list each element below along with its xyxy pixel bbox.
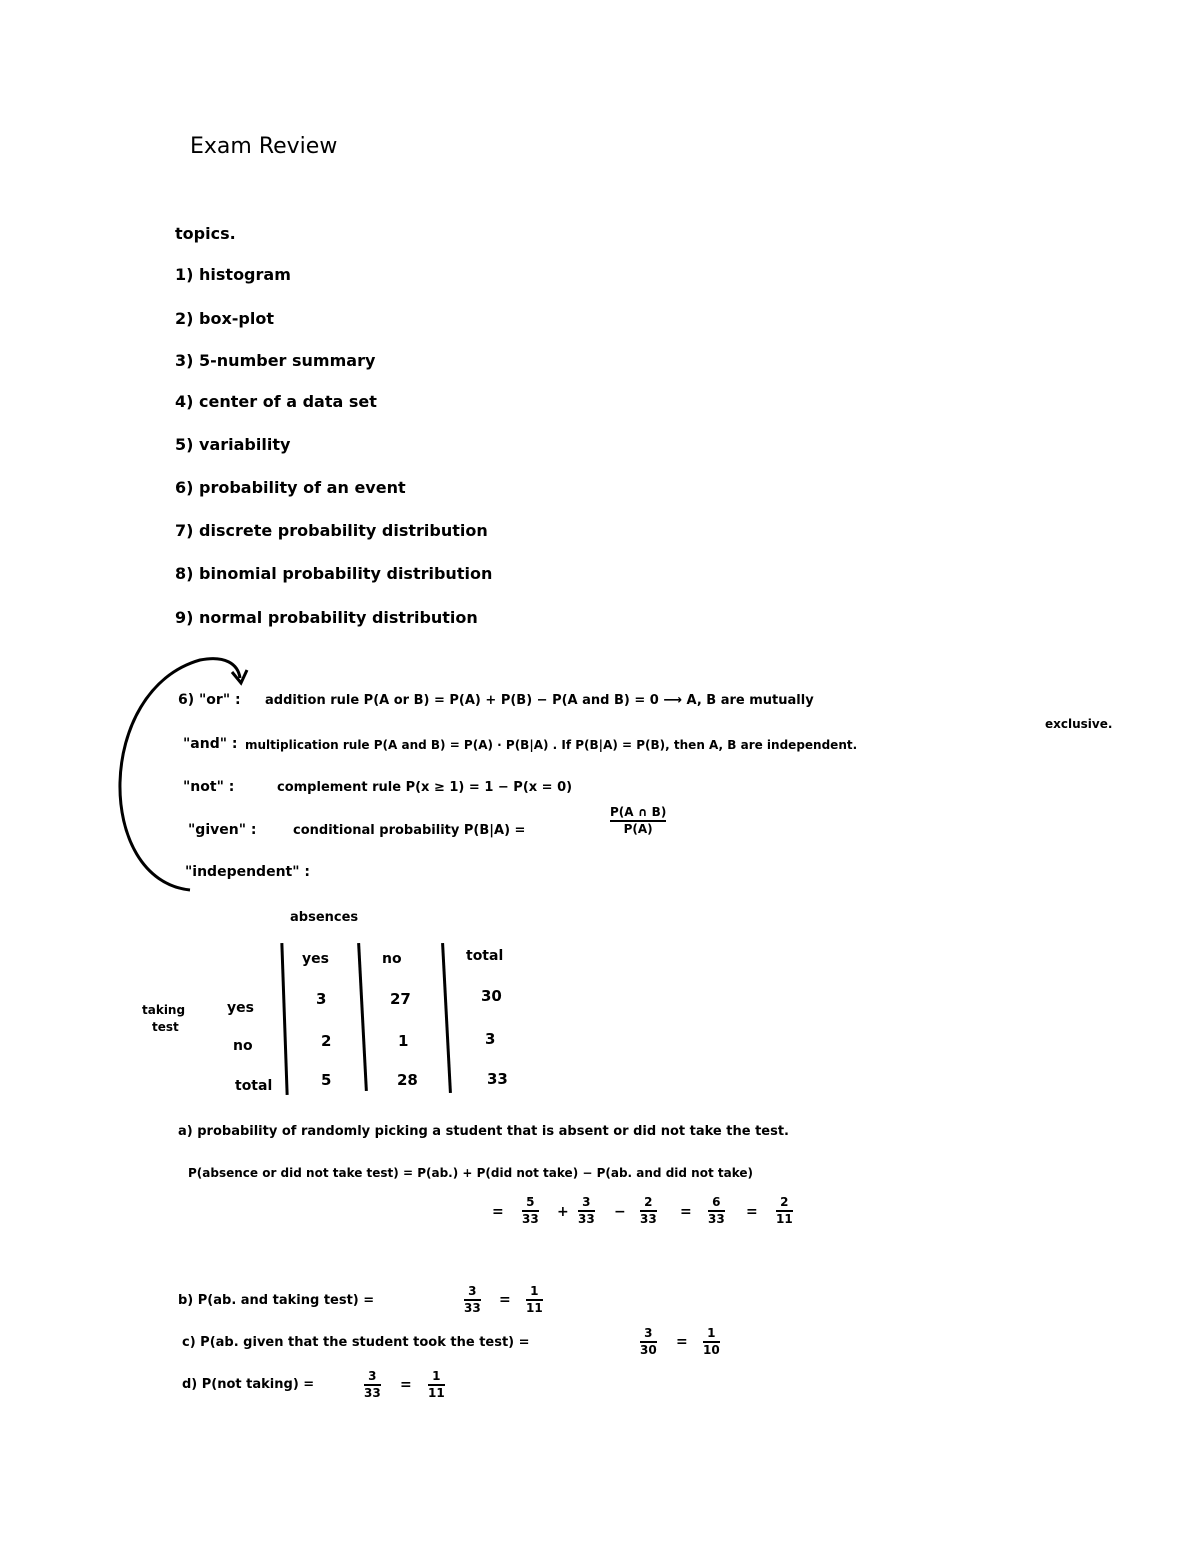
- exclusive-note: exclusive.: [1045, 717, 1113, 731]
- fraction: 2 33: [640, 1195, 657, 1226]
- given-fraction: [610, 806, 666, 836]
- fraction: 3 33: [464, 1284, 481, 1315]
- fraction: 2 11: [776, 1195, 793, 1226]
- row-label: no: [233, 1038, 253, 1054]
- column-header: no: [382, 951, 402, 967]
- question-d-text: d) P(not taking) =: [182, 1377, 315, 1392]
- minus-sign: −: [614, 1204, 626, 1220]
- topics-label: topics.: [175, 224, 236, 243]
- plus-sign: +: [557, 1204, 569, 1220]
- column-group-label: absences: [290, 910, 359, 925]
- equals-sign: =: [400, 1377, 412, 1393]
- table-cell: 3: [316, 990, 327, 1008]
- topic-item: 2) box-plot: [175, 309, 274, 328]
- fraction: 1 11: [428, 1369, 445, 1400]
- question-b-text: b) P(ab. and taking test) =: [178, 1293, 375, 1308]
- topic-item: 1) histogram: [175, 265, 291, 284]
- equals-sign: =: [746, 1204, 758, 1220]
- fraction: 5 33: [522, 1195, 539, 1226]
- table-cell: 28: [397, 1071, 418, 1089]
- topic-item: 8) binomial probability distribution: [175, 564, 493, 583]
- or-rule: addition rule P(A or B) = P(A) + P(B) − P(A and B) = 0 ⟶ A, B are mutually: [265, 693, 814, 708]
- fraction: 3 33: [364, 1369, 381, 1400]
- row-group-label: test: [152, 1020, 179, 1034]
- and-rule: multiplication rule P(A and B) = P(A) · P(B|A) . If P(B|A) = P(B), then A, B are independent.: [245, 738, 858, 752]
- table-cell: 33: [487, 1070, 508, 1088]
- table-cell: 1: [398, 1032, 409, 1050]
- fraction: 1 10: [703, 1326, 720, 1357]
- fraction-numerator: P(A ∩ B): [610, 805, 667, 819]
- question-c-text: c) P(ab. given that the student took the test) =: [182, 1335, 530, 1350]
- column-header: total: [466, 948, 504, 964]
- topic-item: 9) normal probability distribution: [175, 608, 478, 627]
- and-label: "and" :: [183, 736, 238, 752]
- table-cell: 5: [321, 1071, 332, 1089]
- fraction: 3 30: [640, 1326, 657, 1357]
- row-label: yes: [227, 1000, 254, 1016]
- question-a-prompt: a) probability of randomly picking a student that is absent or did not take the test.: [178, 1124, 789, 1139]
- given-label: "given" :: [188, 822, 257, 838]
- equals-sign: =: [680, 1204, 692, 1220]
- table-cell: 30: [481, 987, 502, 1005]
- topic-item: 6) probability of an event: [175, 478, 406, 497]
- topic-item: 7) discrete probability distribution: [175, 521, 488, 540]
- column-header: yes: [302, 951, 329, 967]
- fraction: 3 33: [578, 1195, 595, 1226]
- not-rule: complement rule P(x ≥ 1) = 1 − P(x = 0): [277, 780, 573, 795]
- row-group-label: taking: [142, 1003, 186, 1017]
- topic-item: 5) variability: [175, 435, 291, 454]
- equals-sign: =: [499, 1292, 511, 1308]
- topic-item: 4) center of a data set: [175, 392, 377, 411]
- page-title: Exam Review: [190, 134, 338, 159]
- not-label: "not" :: [183, 779, 235, 795]
- table-cell: 27: [390, 990, 411, 1008]
- or-label: 6) "or" :: [178, 692, 241, 708]
- equals-sign: =: [492, 1204, 504, 1220]
- equals-sign: =: [676, 1334, 688, 1350]
- fraction: 6 33: [708, 1195, 725, 1226]
- given-rule: conditional probability P(B|A) =: [293, 823, 526, 838]
- question-a-equation: P(absence or did not take test) = P(ab.) + P(did not take) − P(ab. and did not take): [188, 1166, 753, 1180]
- table-cell: 3: [485, 1030, 496, 1048]
- table-cell: 2: [321, 1032, 332, 1050]
- topic-item: 3) 5-number summary: [175, 351, 376, 370]
- row-label: total: [235, 1078, 273, 1094]
- independent-label: "independent" :: [185, 864, 311, 880]
- fraction-denominator: P(A): [623, 822, 653, 836]
- fraction: 1 11: [526, 1284, 543, 1315]
